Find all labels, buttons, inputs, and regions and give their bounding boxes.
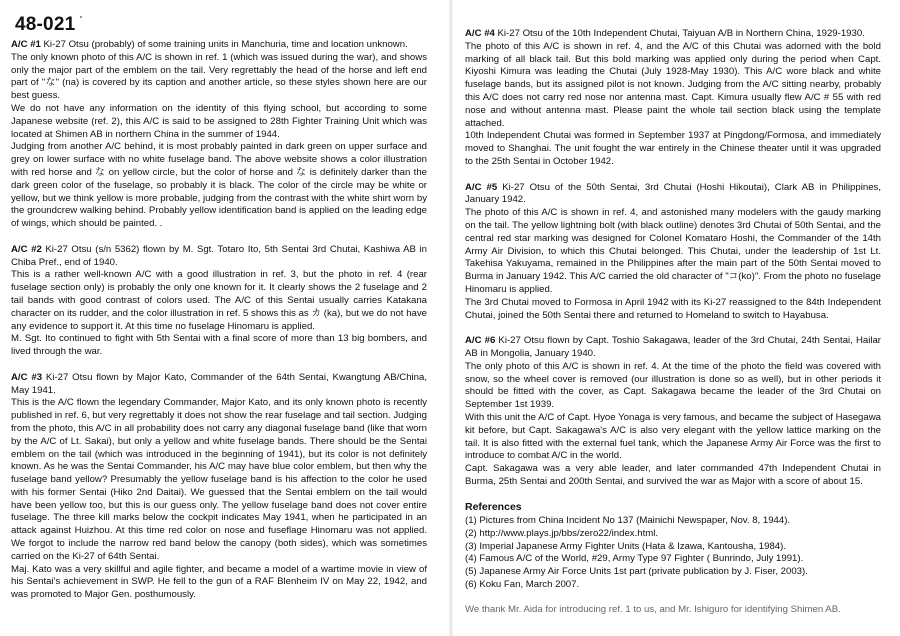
aircraft-section-2 [11,244,427,359]
aircraft-heading: Ki-27 Otsu of the 50th Sentai, 3rd Chutai (Hoshi Hikoutai), Clark AB in Philippines, January 1942. [465,181,881,206]
acknowledgement: We thank Mr. Aida for introducing ref. 1 to us, and Mr. Ishiguro for identifying Shimen AB. [465,603,841,615]
paragraph: With this unit the A/C of Capt. Hyoe Yonaga is very famous, and became the subject of Hasegawa kit before, but Capt. Sakagawa's A/C is also very elegant with the yellow lattice marking on the tail. It is also fitted with the external fuel tank, which the Japanese Army Air Force was the first to introduce to combat A/C in the world. [465,411,881,462]
aircraft-section-1 [11,39,427,231]
reference-item: (1) Pictures from China Incident No 137 (Mainichi Newspaper, Nov. 8, 1944). [465,515,791,527]
paragraph: We do not have any information on the identity of this flying school, but according to some Japanese website (ref. 2), this A/C is said to be assigned to 28th Fighter Training Unit which was located at Shimen AB in northern China in the summer of 1944. [11,102,427,140]
reference-item: (4) Famous A/C of the World, #29, Army Type 97 Fighter ( Bunrindo, July 1991). [465,553,804,565]
paragraph: M. Sgt. Ito continued to fight with 5th Sentai with a final score of more than 13 big bombers, and lived through the war. [11,333,427,358]
aircraft-section-6 [465,335,881,489]
aircraft-heading: Ki-27 Otsu flown by Major Kato, Commander of the 64th Sentai, Kwangtung AB/China, May 1941. [11,371,428,396]
paragraph: This is the A/C flown the legendary Commander, Major Kato, and its only known photo is recently published in ref. 6, but very regrettably it does not show the rear fuselage and tail section. Judging from the photo, this A/C in all probability does not carry any diagonal fuselage band (like that worn by the A/C of Lt. Sakai), but only a yellow and white fuselage bands. There should be the Sentai emblem on the tail (which was introduced in the beginning of 1941), but its color is not definitely known. As he was the Sentai Commander, his A/C may have blue color emblem, but then why the fuselage band yellow? Presumably the yellow fuselage band is his affection to the color he used with his former Sentai (Hiko 2nd Daitai). We guessed that the Sentai emblem on the tail would have been yellow too, but this is our guess only. The yellow fuselage band does not cover entire fuselage. The three kill marks below the cockpit indicates May 1941, when he participated in an attack against Huizhou. At this time red color on nose and fuseflage Hinomaru was not applied. We forgot to include the narrow red band below the canopy (both sides), which was sometimes carried on the Ki-27 of 64th Sentai. [11,397,427,562]
paragraph: The 3rd Chutai moved to Formosa in April 1942 with its Ki-27 reassigned to the 84th Independent Chutai, joined the 50th Sentai there and returned to Homeland to switch to Hayabusa. [465,296,881,321]
aircraft-label: A/C #3 [11,371,43,383]
aircraft-label: A/C #6 [465,335,496,347]
aircraft-section-4 [465,28,881,169]
aircraft-label: A/C #1 [11,39,41,50]
reference-item: (2) http://www.plays.jp/bbs/zero22/index.html. [465,527,659,539]
aircraft-heading: Ki-27 Otsu (s/n 5362) flown by M. Sgt. Totaro Ito, 5th Sentai 3rd Chutai, Kashiwa AB in Chiba Pref., end of 1940. [11,243,428,268]
aircraft-label: A/C #4 [465,28,495,39]
references [465,501,881,591]
section-heading [465,335,881,361]
paragraph: Maj. Kato was a very skillful and agile fighter, and became a model of a wartime movie in view of his Sentai's achievement in SWP. He fell to the gun of a RAF Blenheim IV on May 22, 1942, and was promoted to Major Gen. posthumously. [11,563,427,601]
right-column [465,28,881,616]
reference-item: (3) Imperial Japanese Army Fighter Units (Hata & Izawa, Kantousha, 1984). [465,540,787,552]
paragraph: 10th Independent Chutai was formed in September 1937 at Pingdong/Formosa, and immediately moved to Shanghai. The unit fought the war entirely in the Chinese theater until it was upgraded to the 25th Sentai in October 1942. [465,130,881,167]
section-heading [11,244,427,270]
aircraft-section-3 [11,372,427,602]
section-heading [11,39,427,52]
aircraft-label: A/C #5 [465,181,498,193]
paragraph: The only known photo of this A/C is shown in ref. 1 (which was issued during the war), and shows only the major part of the emblem on the tail. Very regrettably the head of the horse and left end part of "な" (na) is covered by its caption and another article, so these styles shown here are our best guess. [11,51,427,102]
paragraph: Capt. Sakagawa was a very able leader, and later commanded 47th Independent Chutai in Burma, 25th Sentai and 200th Sentai, and survived the war as Major with a score of about 15. [465,463,881,487]
section-heading [11,372,427,398]
paragraph: The photo of this A/C is shown in ref. 4, and astonished many modelers with the gaudy marking on the tail. The yellow lightning bolt (with black outline) denotes 3rd Chutai of 50th Sentai, and the central red star marking was designed for Colonel Komataro Hoshi, the Commander of the 14th Army Air Division, to which this Chutai belonged. This Chutai, under the leadership of 1st Lt. Takehisa Yakuyama, remained in the Philippines after the main part of the 50th Sentai moved to Burma in January 1942. This A/C carried the old character of "コ(ko)". From the photo no fuselage Hinomaru is applied. [465,207,881,295]
aircraft-heading: Ki-27 Otsu of the 10th Independent Chutai, Taiyuan A/B in Northern China, 1929-1930. [494,28,865,39]
aircraft-heading: Ki-27 Otsu flown by Capt. Toshio Sakagawa, leader of the 3rd Chutai, 24th Sentai, Hailar AB in Mongolia, January 1940. [465,335,881,359]
reference-item: (5) Japanese Army Air Force Units 1st part (private publication by J. Fiser, 2003). [465,566,808,578]
document-id: 48-021 [15,14,76,35]
paragraph: The only photo of this A/C is shown in ref. 4. At the time of the photo the field was covered with snow, so the wheel cover is removed (our illustration is done so as well), but in other periods it should be fitted with the cover, as Capt. Sakagawa became the leader of the 3rd Chutai on September 1st 1939. [465,360,881,411]
section-heading [465,182,881,208]
references-title: References [465,501,522,514]
reference-item: (6) Koku Fan, March 2007. [465,578,580,590]
paragraph: Judging from another A/C behind, it is most probably painted in dark green on upper surface and grey on lower surface with no white fuselage band. The above website shows a color illustration with red horse and な on yellow circle, but the color of horse and な is definitely darker than the dark green color of the fuselage, so probably it is black. The color of the circle may be white or yellow, but we think yellow is more probable, judging from the contrast with the white shirt worn by the groundcrew walking behind. Probably yellow identification band is applied on the leading edge of wings, which should be painted. . [11,141,427,230]
aircraft-section-5 [465,182,881,323]
paragraph: This is a rather well-known A/C with a good illustration in ref. 3, but the photo in ref. 4 (rear fuselage section only) is probably the only one known for it. It clearly shows the 2 fuselage and 2 tail bands with good contrast of colors used. The A/C of this Sentai usually carries Katakana character on its rudder, and the color illustration in ref. 5 shows this as カ (ka), but we do not have any evidence to support it. At this time no fuselage Hinomaru is applied. [11,269,427,332]
page-fold-divider [449,0,453,636]
left-column [11,14,427,615]
aircraft-label: A/C #2 [11,243,42,255]
paragraph: The photo of this A/C is shown in ref. 4, and the A/C of this Chutai was adorned with the bold marking of all black tail. But this bold marking was applied only during the period when Capt. Kiyoshi Kimura was leading the Chutai (July 1928-May 1930). This A/C wore black and white fuselage bands, but its assigned pilot is not known. Judging from the A/C sitting nearby, probably this A/C does not carry red nose nor antenna mast. Capt. Kimura usually flew A/C # 55 with red nose and without antenna mast. Please paint the whole tail section black using the template attached. [465,40,881,129]
aircraft-heading: Ki-27 Otsu (probably) of some training units in Manchuria, time and location unknown. [40,39,408,50]
section-heading [465,28,881,41]
